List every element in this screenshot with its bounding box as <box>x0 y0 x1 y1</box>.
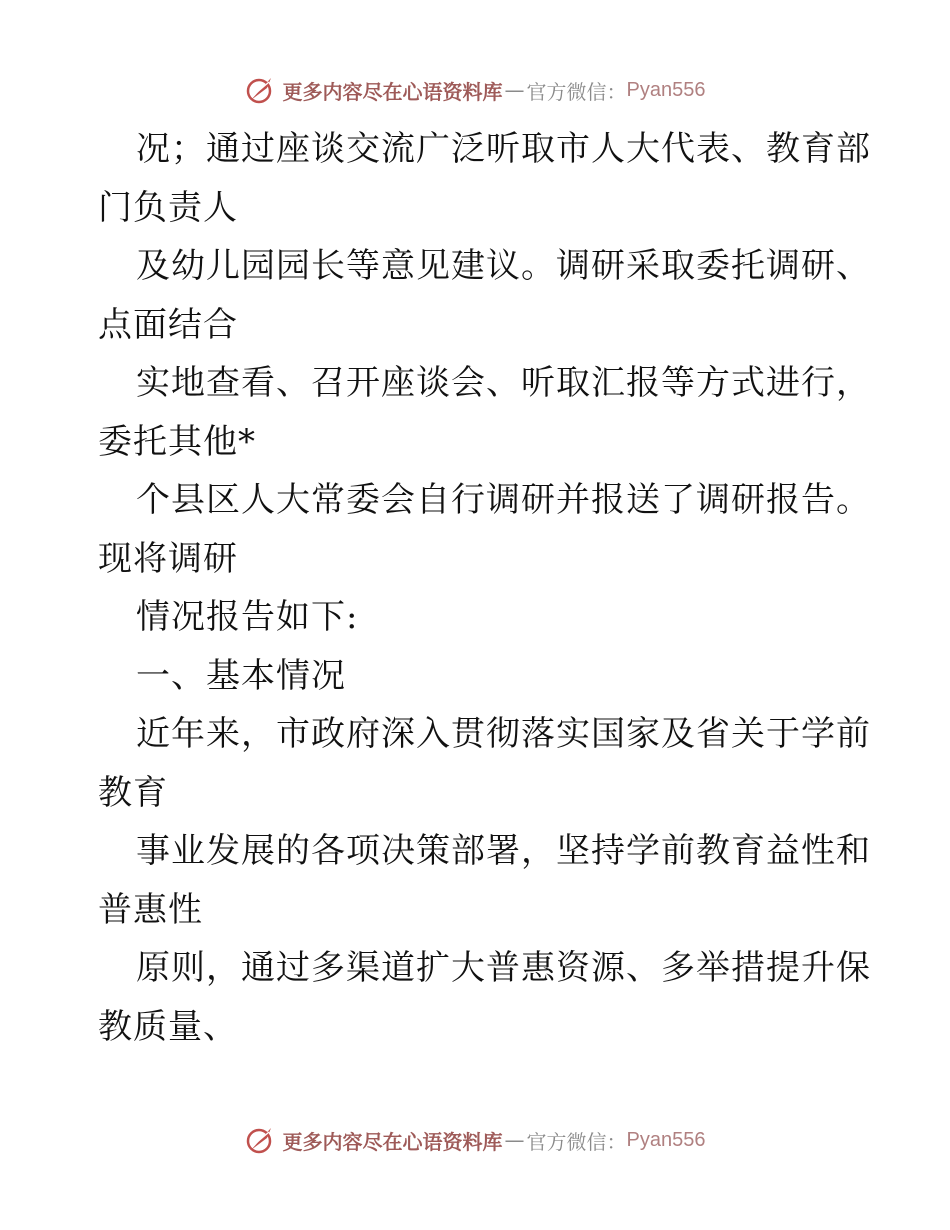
watermark-separator: — <box>504 1128 525 1152</box>
text-line: 现将调研 <box>98 538 238 579</box>
watermark-account-id: Pyan556 <box>626 78 706 101</box>
watermark-main-text: 更多内容尽在心语资料库 <box>282 79 503 104</box>
watermark-account-label: 官方微信： <box>526 1129 627 1154</box>
watermark-logo-icon <box>245 1124 277 1156</box>
text-line: 及幼儿园园长等意见建议。调研采取委托调研、 <box>136 246 871 286</box>
text-line: 委托其他* <box>98 421 256 462</box>
text-line: 况；通过座谈交流广泛听取市人大代表、教育部 <box>136 129 871 169</box>
watermark-account-id: Pyan556 <box>626 1128 706 1151</box>
text-line: 原则，通过多渠道扩大普惠资源、多举措提升保 <box>136 948 871 988</box>
header-watermark <box>0 70 950 110</box>
watermark-logo-icon <box>245 74 277 106</box>
text-line: 教育 <box>98 772 168 813</box>
text-line: 门负责人 <box>98 187 238 228</box>
document-body <box>98 120 871 1056</box>
text-line: 事业发展的各项决策部署，坚持学前教育益性和 <box>136 831 871 871</box>
text-line: 教质量、 <box>98 1006 238 1047</box>
text-line: 点面结合 <box>98 304 238 345</box>
watermark-account-label: 官方微信： <box>526 79 627 104</box>
text-line: 实地查看、召开座谈会、听取汇报等方式进行， <box>136 363 871 403</box>
text-line: 情况报告如下: <box>136 597 359 637</box>
text-line: 普惠性 <box>98 889 203 930</box>
watermark-separator: — <box>504 78 525 102</box>
footer-watermark <box>0 1120 950 1160</box>
text-line: 个县区人大常委会自行调研并报送了调研报告。 <box>136 480 871 520</box>
text-line: 近年来，市政府深入贯彻落实国家及省关于学前 <box>136 714 871 754</box>
section-heading: 一、基本情况 <box>136 655 346 696</box>
watermark-main-text: 更多内容尽在心语资料库 <box>282 1129 503 1154</box>
